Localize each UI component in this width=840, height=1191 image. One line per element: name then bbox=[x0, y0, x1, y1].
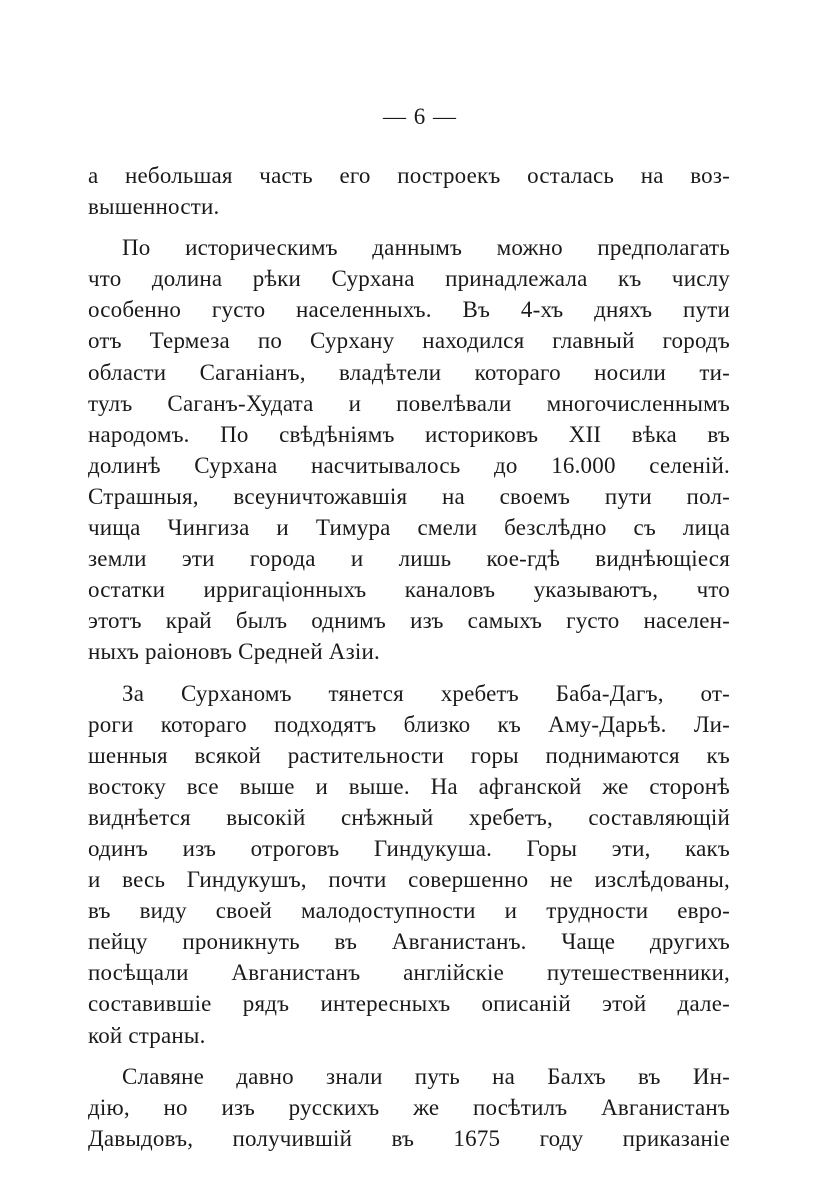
text-line: По историческимъ даннымъ можно предполагать bbox=[122, 235, 730, 261]
text-line: посѣщали Авганистанъ англійскіе путешественники, bbox=[88, 960, 730, 986]
text-line: виднѣется высокій снѣжный хребетъ, составляющій bbox=[88, 804, 730, 830]
paragraph-3 bbox=[88, 678, 730, 1051]
text-line: долинѣ Сурхана насчитывалось до 16.000 селеній. bbox=[88, 452, 730, 478]
paragraph-4 bbox=[88, 1061, 730, 1154]
text-line: шенныя всякой растительности горы поднимаются къ bbox=[88, 742, 730, 768]
text-line: народомъ. По свѣдѣніямъ историковъ XII вѣка въ bbox=[88, 421, 730, 447]
text-line: тулъ Саганъ-Худата и повелѣвали многочисленнымъ bbox=[88, 390, 730, 416]
page-number: — 6 — bbox=[383, 104, 457, 129]
text-line: въ виду своей малодоступности и трудности евро- bbox=[88, 898, 730, 924]
text-line: кой страны. bbox=[88, 1022, 206, 1048]
text-line: пейцу проникнуть въ Авганистанъ. Чаще другихъ bbox=[88, 929, 730, 955]
text-line: Давыдовъ, получившій въ 1675 году приказаніе bbox=[88, 1125, 730, 1151]
text-line: одинъ изъ отроговъ Гиндукуша. Горы эти, какъ bbox=[88, 835, 730, 861]
paragraph-2 bbox=[88, 232, 730, 667]
text-line: дію, но изъ русскихъ же посѣтилъ Авганистанъ bbox=[88, 1094, 730, 1120]
text-line: составившіе рядъ интересныхъ описаній этой дале- bbox=[88, 991, 730, 1017]
text-line: Страшныя, всеуничтожавшія на своемъ пути пол- bbox=[88, 483, 730, 509]
text-line: ныхъ раіоновъ Средней Азіи. bbox=[88, 639, 380, 665]
text-line: земли эти города и лишь кое-гдѣ виднѣющіеся bbox=[88, 546, 730, 572]
text-line: этотъ край былъ однимъ изъ самыхъ густо населен- bbox=[88, 608, 730, 634]
text-line: остатки ирригаціонныхъ каналовъ указываютъ, что bbox=[88, 577, 730, 603]
text-line: чища Чингиза и Тимура смели безслѣдно съ лица bbox=[88, 515, 730, 541]
text-line: роги котораго подходятъ близко къ Аму-Дарьѣ. Ли- bbox=[88, 711, 730, 737]
text-line: За Сурханомъ тянется хребетъ Баба-Дагъ, от- bbox=[122, 680, 730, 706]
text-line: а небольшая часть его построекъ осталась на воз- bbox=[88, 163, 730, 188]
text-line: области Саганіанъ, владѣтели котораго носили ти- bbox=[88, 359, 730, 385]
text-line: и весь Гиндукушъ, почти совершенно не изслѣдованы, bbox=[88, 867, 730, 893]
text-line: отъ Термеза по Сурхану находился главный городъ bbox=[88, 328, 730, 354]
text-line: Славяне давно знали путь на Балхъ въ Ин- bbox=[122, 1063, 730, 1089]
text-line: особенно густо населенныхъ. Въ 4-хъ дняхъ пути bbox=[88, 297, 730, 323]
body-text bbox=[88, 160, 730, 1154]
text-line: востоку все выше и выше. На афганской же сторонѣ bbox=[88, 773, 730, 799]
text-line: что долина рѣки Сурхана принадлежала къ числу bbox=[88, 266, 730, 292]
text-line: вышенности. bbox=[88, 194, 220, 220]
paragraph-1 bbox=[88, 160, 730, 222]
